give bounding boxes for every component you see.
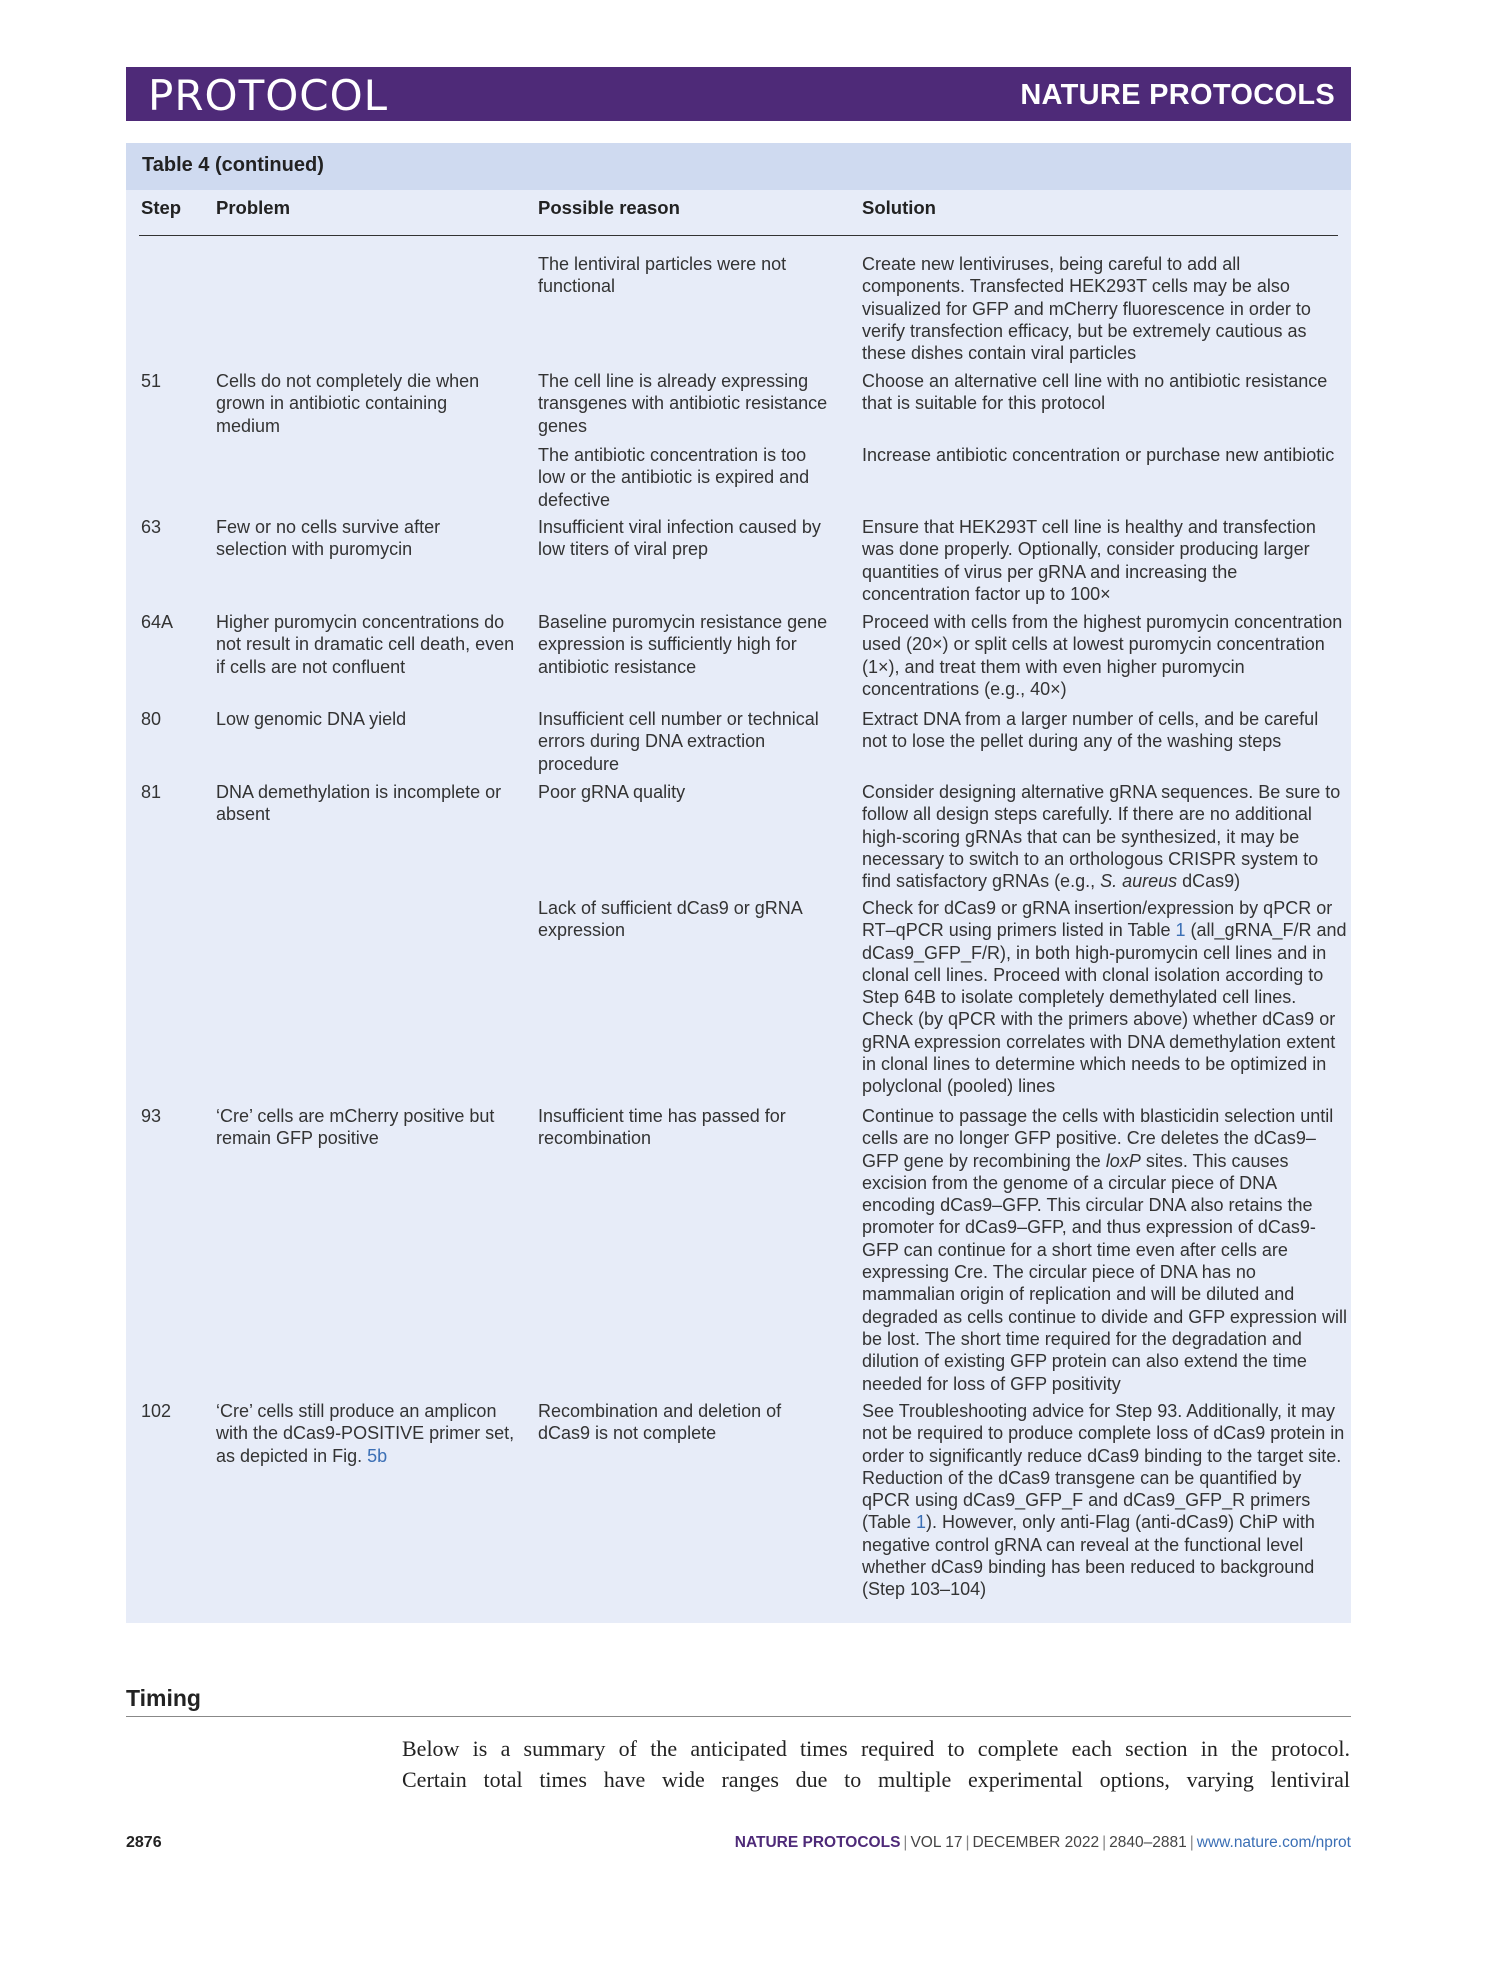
row-0-solution: Create new lentiviruses, being careful to add all components. Transfected HEK293T cells may be also visualized for GFP and mCherry fluorescence in order to verify transfection efficacy, but be extremely cautious as these dishes contain viral particles <box>862 254 1311 364</box>
table-1-link[interactable]: 1 <box>916 1512 927 1533</box>
footer-pages: 2840–2881 <box>1109 1834 1187 1851</box>
row-5-step: 80 <box>141 709 162 729</box>
row-9-problem: ‘Cre’ cells still produce an amplicon with the dCas9-POSITIVE primer set, as depicted in Fig. 5b <box>216 1401 515 1466</box>
row-4-step: 64A <box>141 612 174 632</box>
table-caption: Table 4 (continued) <box>126 143 1351 190</box>
row-1-problem: Cells do not completely die when grown in antibiotic containing medium <box>216 371 480 436</box>
species-name: S. aureus <box>1100 871 1178 892</box>
row-1-solution: Choose an alternative cell line with no antibiotic resistance that is suitable for this protocol <box>862 371 1328 414</box>
footer-journal: NATURE PROTOCOLS <box>734 1834 901 1851</box>
row-5-reason: Insufficient cell number or technical errors during DNA extraction procedure <box>538 709 819 774</box>
timing-paragraph <box>402 1733 1350 1795</box>
row-6-step: 81 <box>141 782 162 802</box>
footer-url-link[interactable]: www.nature.com/nprot <box>1196 1834 1351 1851</box>
row-1-reason: The cell line is already expressing transgenes with antibiotic resistance genes <box>538 371 828 436</box>
row-3-solution: Ensure that HEK293T cell line is healthy and transfection was done properly. Optionally, consider producing larger quantities of virus per gRNA and increasing the concentration factor up to 100× <box>862 517 1316 604</box>
loxp-term: loxP <box>1105 1150 1141 1171</box>
column-header-solution: Solution <box>862 197 936 218</box>
row-2-reason: The antibiotic concentration is too low or the antibiotic is expired and defective <box>538 445 810 510</box>
row-4-solution: Proceed with cells from the highest puromycin concentration used (20×) or split cells at lowest puromycin concentration (1×), and treat them with even higher puromycin concentrations (e.g., 40×) <box>862 612 1343 699</box>
row-2-solution: Increase antibiotic concentration or purchase new antibiotic <box>862 445 1335 465</box>
row-8-reason: Insufficient time has passed for recombination <box>538 1106 786 1149</box>
row-9-solution: See Troubleshooting advice for Step 93. Additionally, it may not be required to produce complete loss of dCas9 protein in order to significantly reduce dCas9 binding to the target site. Reduction of the dCas9 transgene can be quantified by qPCR using dCas9_GFP_F and dCas9_GFP_R primers (Table 1). However, only anti-Flag (anti-dCas9) ChiP with negative control gRNA can reveal at the functional level whether dCas9 binding has been reduced to background (Step 103–104) <box>862 1401 1345 1600</box>
timing-rule <box>126 1716 1351 1717</box>
row-0-reason: The lentiviral particles were not functional <box>538 254 787 297</box>
footer-date: DECEMBER 2022 <box>972 1834 1100 1851</box>
row-1-step: 51 <box>141 371 162 391</box>
column-header-reason: Possible reason <box>538 197 680 218</box>
header-divider <box>139 235 1338 236</box>
row-9-reason: Recombination and deletion of dCas9 is not complete <box>538 1401 782 1444</box>
row-4-problem: Higher puromycin concentrations do not result in dramatic cell death, even if cells are not confluent <box>216 612 515 677</box>
page-footer: NATURE PROTOCOLS | VOL 17 | DECEMBER 2022 | 2840–2881 | www.nature.com/nprot <box>734 1834 1351 1851</box>
journal-name: NATURE PROTOCOLS <box>1020 79 1335 111</box>
troubleshooting-table <box>126 143 1351 1623</box>
row-3-step: 63 <box>141 517 162 537</box>
figure-5b-link[interactable]: 5b <box>367 1445 388 1466</box>
row-6-solution: Consider designing alternative gRNA sequences. Be sure to follow all design steps carefully. If there are no additional high-scoring gRNAs that can be synthesized, it may be necessary to switch to an orthologous CRISPR system to find satisfactory gRNAs (e.g., S. aureus dCas9) <box>862 782 1341 892</box>
row-3-problem: Few or no cells survive after selection with puromycin <box>216 517 441 560</box>
row-7-reason: Lack of sufficient dCas9 or gRNA expression <box>538 898 802 941</box>
row-6-problem: DNA demethylation is incomplete or absent <box>216 782 502 825</box>
column-header-problem: Problem <box>216 197 291 218</box>
timing-heading: Timing <box>126 1685 201 1711</box>
footer-volume: VOL 17 <box>910 1834 963 1851</box>
row-9-step: 102 <box>141 1401 172 1421</box>
page-number: 2876 <box>126 1834 162 1851</box>
table-1-link[interactable]: 1 <box>1175 920 1186 941</box>
column-header-step: Step <box>141 197 182 218</box>
row-7-solution: Check for dCas9 or gRNA insertion/expression by qPCR or RT–qPCR using primers listed in Table 1 (all_gRNA_F/R and dCas9_GFP_F/R), in both high-puromycin cell lines and in clonal cell lines. Proceed with clonal isolation according to Step 64B to isolate completely demethylated cell lines. Check (by qPCR with the primers above) whether dCas9 or gRNA expression correlates with DNA demethylation extent in clonal lines to determine which needs to be optimized in polyclonal (pooled) lines <box>862 898 1347 1097</box>
section-label: PROTOCOL <box>148 71 389 120</box>
row-3-reason: Insufficient viral infection caused by low titers of viral prep <box>538 517 821 560</box>
row-5-solution: Extract DNA from a larger number of cells, and be careful not to lose the pellet during any of the washing steps <box>862 709 1319 752</box>
row-8-solution: Continue to passage the cells with blasticidin selection until cells are no longer GFP positive. Cre deletes the dCas9–GFP gene by recombining the loxP sites. This causes excision from the genome of a circular piece of DNA encoding dCas9–GFP. This circular DNA also retains the promoter for dCas9–GFP, and thus expression of dCas9-GFP can continue for a short time even after cells are expressing Cre. The circular piece of DNA has no mammalian origin of replication and will be diluted and degraded as cells continue to divide and GFP expression will be lost. The short time required for the degradation and dilution of existing GFP protein can also extend the time needed for loss of GFP positivity <box>862 1106 1347 1394</box>
row-5-problem: Low genomic DNA yield <box>216 709 407 729</box>
timing-line-2: Certain total times have wide ranges due to multiple experimental options, varying lentiviral <box>402 1767 1350 1792</box>
timing-line-1: Below is a summary of the anticipated times required to complete each section in the protocol. <box>402 1736 1350 1761</box>
row-6-reason: Poor gRNA quality <box>538 782 686 802</box>
row-4-reason: Baseline puromycin resistance gene expression is sufficiently high for antibiotic resistance <box>538 612 828 677</box>
row-8-problem: ‘Cre’ cells are mCherry positive but remain GFP positive <box>216 1106 495 1149</box>
row-8-step: 93 <box>141 1106 162 1126</box>
journal-header-bar <box>126 67 1351 121</box>
